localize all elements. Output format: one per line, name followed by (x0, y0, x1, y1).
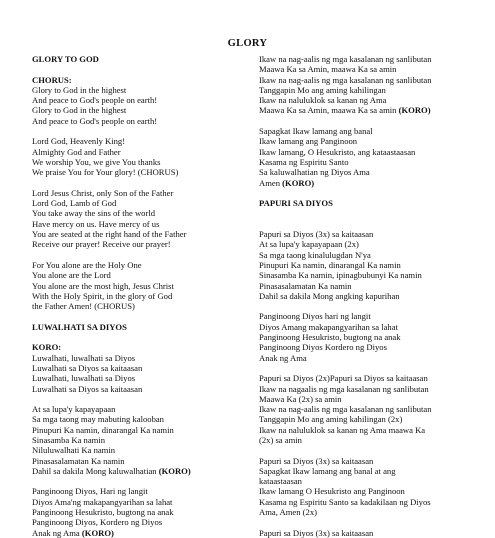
lyric-line (32, 229, 248, 239)
lyric-text: Kasama ng Espiritu Santo sa kadakilaan ng Diyos (259, 496, 431, 507)
stanza-gap (32, 311, 248, 321)
lyric-text: Tanggapin Mo ang aming kahilingan (2x) (259, 414, 403, 425)
lyric-text: Have mercy on us. Have mercy of us (32, 218, 160, 229)
lyric-text: Ikaw na nag-aalis ng mga kasalanan ng sanlibutan (259, 54, 432, 64)
lyric-line (259, 384, 481, 394)
lyric-text: For You alone are the Holy One (32, 259, 142, 270)
lyric-line (259, 466, 481, 476)
lyric-text: Pinasasalamatan Ka namin (259, 280, 352, 291)
lyric-text: Sa mga taong may mabuting kalooban (32, 414, 164, 425)
lyric-text: Luwalhati sa Diyos sa kaitaasan (32, 362, 143, 373)
stanza-gap (32, 476, 248, 486)
lyric-line (259, 54, 481, 64)
lyric-line (259, 281, 481, 291)
lyric-text: Lord God, Heavenly King! (32, 136, 126, 147)
lyric-text: Sa mga taong kinalulugdan N'ya (259, 249, 371, 260)
stanza-gap (32, 394, 248, 404)
lyric-line (259, 270, 481, 280)
lyric-line (259, 75, 481, 85)
lyric-line (259, 229, 481, 239)
lyric-text: Panginoong Hesukristo, bugtong na anak (259, 332, 401, 343)
lyric-text: Amen (259, 177, 281, 188)
lyric-text: Luwalhati sa Diyos sa kaitaasan (32, 383, 143, 394)
lyric-line (32, 95, 248, 105)
stanza-gap (259, 188, 481, 198)
lyric-text: Sapagkat Ikaw lamang ang banal at ang (259, 465, 396, 476)
stanza-gap (32, 250, 248, 260)
lyric-text: Anak ng Ama (32, 527, 80, 538)
lyric-line (32, 497, 248, 507)
lyric-text: (2x) sa amin (259, 434, 302, 445)
lyric-line (32, 445, 248, 455)
lyric-text: And peace to God's people on earth! (32, 115, 158, 126)
lyric-line (32, 219, 248, 229)
lyric-line (259, 239, 481, 249)
lyric-line (259, 394, 481, 404)
lyric-text: Maawa Ka sa Amin, maawa Ka sa amin (259, 105, 397, 116)
lyric-text: Ama, Amen (2x) (259, 507, 317, 518)
lyric-text: We praise You for Your glory! (CHORUS) (32, 167, 179, 178)
lyric-text: Lord Jesus Christ, only Son of the Father (32, 187, 174, 198)
lyric-text: Sinasamba Ka namin, ipinagbubunyi Ka namin (259, 270, 422, 281)
lyric-line (32, 239, 248, 249)
lyric-line (32, 281, 248, 291)
lyric-line (32, 188, 248, 198)
lyric-line (32, 404, 248, 414)
stanza-gap (32, 178, 248, 188)
lyric-line (32, 384, 248, 394)
lyric-line (32, 373, 248, 383)
lyric-text: kataastaasan (259, 476, 302, 487)
lyric-text: At sa lupa'y kapayapaan (32, 404, 116, 415)
lyric-text: Diyos Ama'ng makapangyarihan sa lahat (32, 496, 173, 507)
lyric-line (259, 476, 481, 486)
lyric-text: Almighty God and Father (32, 146, 121, 157)
stanza-gap (32, 126, 248, 136)
lyric-line (259, 322, 481, 332)
section-heading: KORO: (32, 342, 62, 353)
stanza-gap (259, 517, 481, 527)
lyric-text: Glory to God in the highest (32, 105, 127, 116)
section-heading: PAPURI SA DIYOS (259, 198, 333, 209)
lyric-line (259, 126, 481, 136)
section-heading: GLORY TO GOD (32, 54, 99, 64)
lyric-line (32, 435, 248, 445)
lyric-line (32, 260, 248, 270)
stanza-gap (259, 301, 481, 311)
lyric-text: Ikaw na naluluklok sa kanan ng Ama maawa Ka (259, 424, 426, 435)
lyric-line (259, 95, 481, 105)
lyric-line (259, 64, 481, 74)
lyric-line (32, 517, 248, 527)
page-title: GLORY (227, 38, 268, 49)
lyric-text: Sinasamba Ka namin (32, 434, 106, 445)
lyric-text: Ikaw na naluluklok sa kanan ng Ama (259, 95, 387, 106)
lyric-text: Panginoong Diyos Kordero ng Diyos (259, 342, 387, 353)
lyric-text: Papuri sa Diyos (3x) sa kaitaasan (259, 527, 374, 538)
lyric-line (259, 353, 481, 363)
lyric-text: Ikaw na nag-aalis ng mga kasalanan ng sanlibutan (259, 74, 432, 85)
lyric-text: Pinupuri Ka namin, dinarangal Ka namin (259, 259, 401, 270)
stanza-gap (32, 64, 248, 74)
lyric-line (32, 353, 248, 363)
lyric-line (259, 178, 481, 188)
lyric-line (32, 116, 248, 126)
lyric-line (259, 332, 481, 342)
lyric-text: You alone are the most high, Jesus Christ (32, 280, 174, 291)
lyric-line (259, 157, 481, 167)
lyric-text: Sa kaluwalhatian ng Diyos Ama (259, 167, 370, 178)
lyric-text: Glory to God in the highest (32, 84, 127, 95)
lyric-line (259, 456, 481, 466)
lyric-text: You take away the sins of the world (32, 208, 156, 219)
lyric-line (259, 486, 481, 496)
lyric-line (32, 486, 248, 496)
section-heading: LUWALHATI SA DIYOS (32, 321, 127, 332)
lyric-text: And peace to God's people on earth! (32, 95, 158, 106)
lyric-text: Papuri sa Diyos (2x)Papuri sa Diyos sa kaitaasan (259, 373, 428, 384)
stanza-gap (259, 116, 481, 126)
lyric-text: Maawa Ka sa Amin, maawa Ka sa amin (259, 64, 397, 75)
lyric-line (32, 208, 248, 218)
lyric-text: Receive our prayer! Receive our prayer! (32, 239, 171, 250)
refrain-marker: (KORO) (81, 527, 114, 538)
lyric-line (259, 414, 481, 424)
right-column (259, 54, 481, 538)
lyric-line (32, 105, 248, 115)
lyric-text: You are seated at the right hand of the Father (32, 229, 187, 240)
lyric-text: Panginoong Diyos, Hari ng langit (32, 486, 148, 497)
lyric-line (259, 311, 481, 321)
lyric-line (32, 425, 248, 435)
lyric-line (259, 425, 481, 435)
lyric-text: At sa lupa'y kapayapaan (2x) (259, 239, 359, 250)
lyric-text: Ikaw lamang O Hesukristo ang Panginoon (259, 486, 405, 497)
lyric-text: Panginoong Diyos hari ng langit (259, 311, 371, 322)
lyric-text: Luwalhati, luwalhati sa Diyos (32, 352, 136, 363)
lyric-text: You alone are the Lord (32, 270, 111, 281)
lyric-text: Sapagkat Ikaw lamang ang banal (259, 126, 373, 137)
lyric-line (32, 363, 248, 373)
lyric-line (259, 435, 481, 445)
refrain-marker: (KORO) (158, 465, 191, 476)
lyric-line (259, 291, 481, 301)
lyric-line (32, 528, 248, 538)
lyric-line (259, 147, 481, 157)
lyric-text: Lord God, Lamb of God (32, 198, 117, 209)
lyric-text: Ikaw na nag-aalis ng mga kasalanan ng sanlibutan (259, 404, 432, 415)
lyric-line (259, 250, 481, 260)
lyric-text: Papuri sa Diyos (3x) sa kaitaasan (259, 455, 374, 466)
lyric-line (259, 105, 481, 115)
lyric-text: Anak ng Ama (259, 352, 307, 363)
lyric-line (259, 167, 481, 177)
lyric-text: Panginoong Hesukristo, bugtong na anak (32, 507, 174, 518)
left-column (32, 54, 248, 538)
lyric-text: Dahil sa dakila Mong angking kapurihan (259, 290, 400, 301)
lyric-text: Papuri sa Diyos (3x) sa kaitaasan (259, 229, 374, 240)
lyric-line (32, 456, 248, 466)
lyric-line (259, 528, 481, 538)
stanza-gap (259, 363, 481, 373)
lyric-line (259, 373, 481, 383)
lyric-line (32, 414, 248, 424)
lyric-text: the Father Amen! (CHORUS) (32, 301, 135, 312)
lyric-text: We worship You, we give You thanks (32, 156, 161, 167)
lyric-line (259, 404, 481, 414)
lyric-line (259, 507, 481, 517)
lyric-line (259, 136, 481, 146)
lyric-line (259, 260, 481, 270)
lyric-text: Ikaw lamang, O Hesukristo, ang kataastaasan (259, 146, 416, 157)
stanza-gap (32, 332, 248, 342)
refrain-marker: (KORO) (282, 177, 315, 188)
lyric-line (32, 466, 248, 476)
lyric-line (32, 167, 248, 177)
lyric-text: Ikaw na nagaalis ng mga kasalanan ng sanlibutan (259, 383, 429, 394)
lyric-line (259, 342, 481, 352)
lyric-text: Niluluwalhati Ka namin (32, 445, 116, 456)
stanza-gap (259, 208, 481, 218)
lyric-text: Maawa Ka (2x) sa amin (259, 393, 342, 404)
stanza-gap (259, 219, 481, 229)
lyric-text: Luwalhati, luwalhati sa Diyos (32, 373, 136, 384)
lyric-line (32, 507, 248, 517)
stanza-gap (259, 445, 481, 455)
lyric-text: Dahil sa dakila Mong kaluwalhatian (32, 465, 157, 476)
lyric-text: With the Holy Spirit, in the glory of God (32, 290, 173, 301)
lyric-text: Panginoong Diyos, Kordero ng Diyos (32, 517, 163, 528)
lyric-line (259, 85, 481, 95)
lyric-line (32, 291, 248, 301)
lyric-text: Pinasasalamatan Ka namin (32, 455, 125, 466)
lyric-line (259, 497, 481, 507)
lyric-text: Tanggapin Mo ang aming kahilingan (259, 84, 386, 95)
lyric-line (32, 301, 248, 311)
lyric-text: Pinupuri Ka namin, dinarangal Ka namin (32, 424, 174, 435)
lyric-line (32, 85, 248, 95)
lyric-line (32, 157, 248, 167)
lyric-text: Diyos Amang makapangyarihan sa lahat (259, 321, 398, 332)
lyric-line (32, 270, 248, 280)
section-heading: CHORUS: (32, 74, 72, 85)
lyric-text: Ikaw lamang ang Panginoon (259, 136, 358, 147)
lyric-line (32, 136, 248, 146)
lyric-line (32, 198, 248, 208)
lyric-line (32, 147, 248, 157)
lyric-text: Kasama ng Espiritu Santo (259, 156, 349, 167)
refrain-marker: (KORO) (398, 105, 431, 116)
